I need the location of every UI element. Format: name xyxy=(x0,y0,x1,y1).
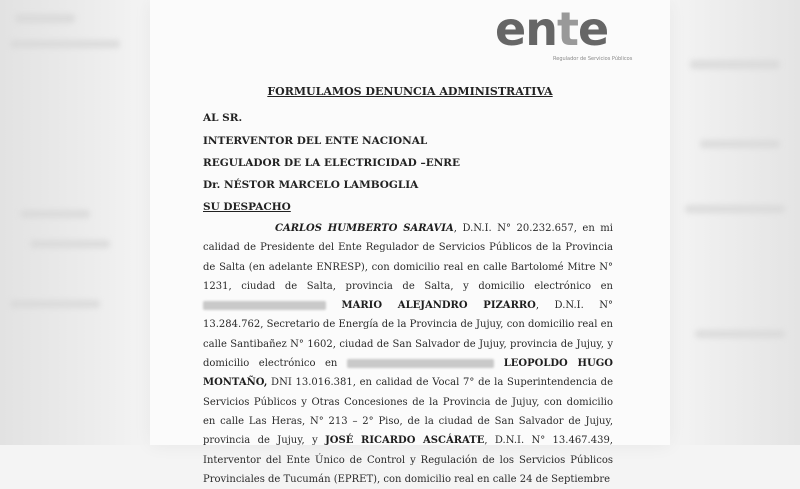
signatory-4-name: JOSÉ RICARDO ASCÁRATE xyxy=(325,435,485,447)
address-line-3: REGULADOR DE LA ELECTRICIDAD –ENRE xyxy=(203,157,461,169)
blurred-text xyxy=(690,60,780,69)
blurred-text xyxy=(685,205,785,213)
signatory-1-name: CARLOS HUMBERTO SARAVIA xyxy=(275,223,454,234)
document-heading: FORMULAMOS DENUNCIA ADMINISTRATIVA xyxy=(267,85,553,98)
logo-subtitle: Regulador de Servicios Públicos xyxy=(553,56,633,62)
address-line-1: AL SR. xyxy=(203,112,243,124)
address-line-2: INTERVENTOR DEL ENTE NACIONAL xyxy=(203,135,428,147)
signatory-2-text: , D.N.I. N° 13.284.762, Secretario de Energía de la Provincia de Jujuy, con domicilio real en calle Santibañez N° 1602, ciudad de San Salvador de Jujuy, provincia de Jujuy, y domicilio electrónico en xyxy=(203,300,614,370)
blurred-text xyxy=(10,40,120,48)
address-line-5: SU DESPACHO xyxy=(203,201,291,213)
document-body xyxy=(203,219,613,489)
document-page xyxy=(150,0,670,485)
signatory-3-name: LEOPOLDO HUGO MONTAÑO, xyxy=(203,358,613,389)
left-background xyxy=(0,0,150,445)
blurred-text xyxy=(15,14,75,23)
address-line-4: Dr. NÉSTOR MARCELO LAMBOGLIA xyxy=(203,179,419,191)
blurred-text xyxy=(700,140,780,148)
blurred-text xyxy=(10,300,100,308)
logo-wordmark: ente xyxy=(495,2,609,56)
signatory-4-text: , D.N.I. N° 13.467.439, Interventor del Ente Único de Control y Regulación de los Servicios Públicos Provinciales de Tucumán (EPRET), con domicilio real en calle 24 de Septiembre xyxy=(203,435,613,485)
signatory-1-email xyxy=(203,301,326,310)
blurred-text xyxy=(695,330,785,338)
signatory-1-text: , D.N.I. N° 20.232.657, en mi calidad de Presidente del Ente Regulador de Servicios Públicos de la Provincia de Salta (en adelante ENRESP), con domicilio real en calle Bartolomé Mitre N° 1231, ciudad de Salta, provincia de Salta, y domicilio electrónico en xyxy=(203,223,613,292)
signatory-2-email xyxy=(347,359,494,368)
signatory-2-name: MARIO ALEJANDRO PIZARRO xyxy=(325,300,536,312)
blurred-text xyxy=(30,240,110,248)
right-background xyxy=(670,0,800,445)
ente-logo xyxy=(495,2,645,66)
signatory-3-text: DNI 13.016.381, en calidad de Vocal 7° de la Superintendencia de Servicios Públicos y Otras Concesiones de la Provincia de Jujuy, con domicilio en calle Las Heras, N° 213 – 2° Piso, de la ciudad de San Salvador de Jujuy, provincia de Jujuy, y xyxy=(203,377,613,447)
blurred-text xyxy=(20,210,90,218)
